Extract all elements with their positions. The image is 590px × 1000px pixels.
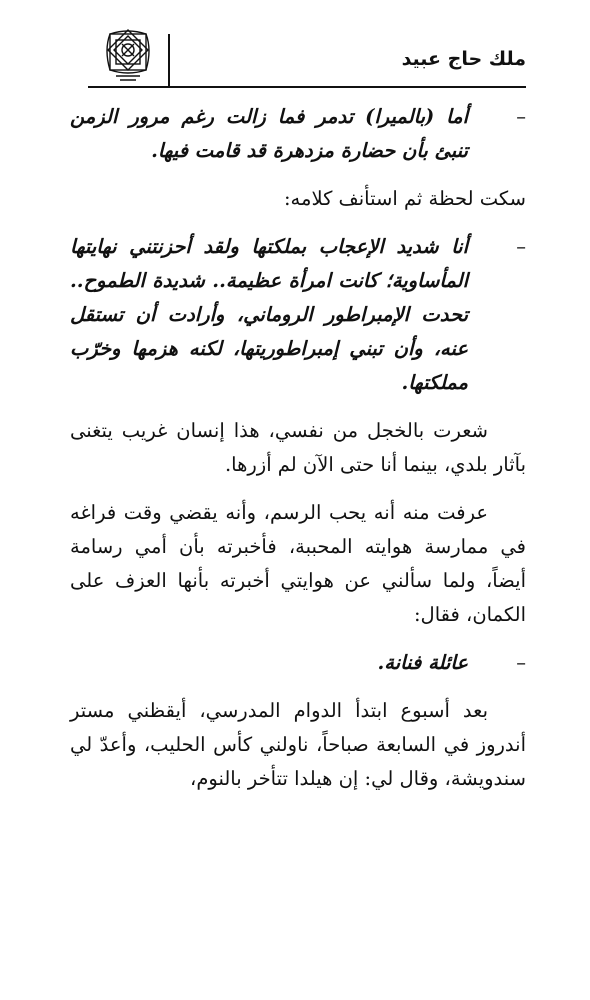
narration-paragraph <box>70 496 526 632</box>
narration-text: سكت لحظة ثم استأنف كلامه: <box>283 187 526 210</box>
page-body <box>70 100 526 810</box>
dialogue-text: أنا شديد الإعجاب بملكتها ولقد أحزنتني نهايتها المأساوية؛ كانت امرأة عظيمة.. شديدة الطموح.. تحدت الإمبراطور الروماني، وأرادت أن تستقل عنه، وأن تبني إمبراطوريتها، لكنه هزمها وخرّب مملكتها. <box>70 235 468 394</box>
narration-paragraph <box>70 694 526 796</box>
narration-paragraph <box>70 182 526 216</box>
running-title: ملك حاج عبيد <box>401 48 526 70</box>
dialogue-text: أما (بالميرا) تدمر فما زالت رغم مرور الزمن تنبئ بأن حضارة مزدهرة قد قامت فيها. <box>70 105 468 162</box>
narration-text: شعرت بالخجل من نفسي، هذا إنسان غريب يتغنى بآثار بلدي، بينما أنا حتى الآن لم أزرها. <box>70 419 526 476</box>
knot-ornament-icon <box>96 28 160 86</box>
dialogue-line <box>70 646 526 680</box>
dialogue-dash: – <box>516 651 526 674</box>
dialogue-dash: – <box>516 105 526 128</box>
narration-paragraph <box>70 414 526 482</box>
dialogue-line <box>70 100 526 168</box>
narration-text: عرفت منه أنه يحب الرسم، وأنه يقضي وقت فراغه في ممارسة هوايته المحببة، فأخبرته بأن أمي رسامة أيضاً، ولما سألني عن هوايتي أخبرته بأنها العزف على الكمان، فقال: <box>70 501 526 626</box>
dialogue-line <box>70 230 526 400</box>
header-divider <box>168 34 170 88</box>
dialogue-text: عائلة فنانة. <box>377 651 468 674</box>
narration-text: بعد أسبوع ابتدأ الدوام المدرسي، أيقظني مستر أندروز في السابعة صباحاً، ناولني كأس الحليب، وأعدّ لي سندويشة، وقال لي: إن هيلدا تتأخر بالنوم، <box>70 699 526 790</box>
dialogue-dash: – <box>516 235 526 258</box>
